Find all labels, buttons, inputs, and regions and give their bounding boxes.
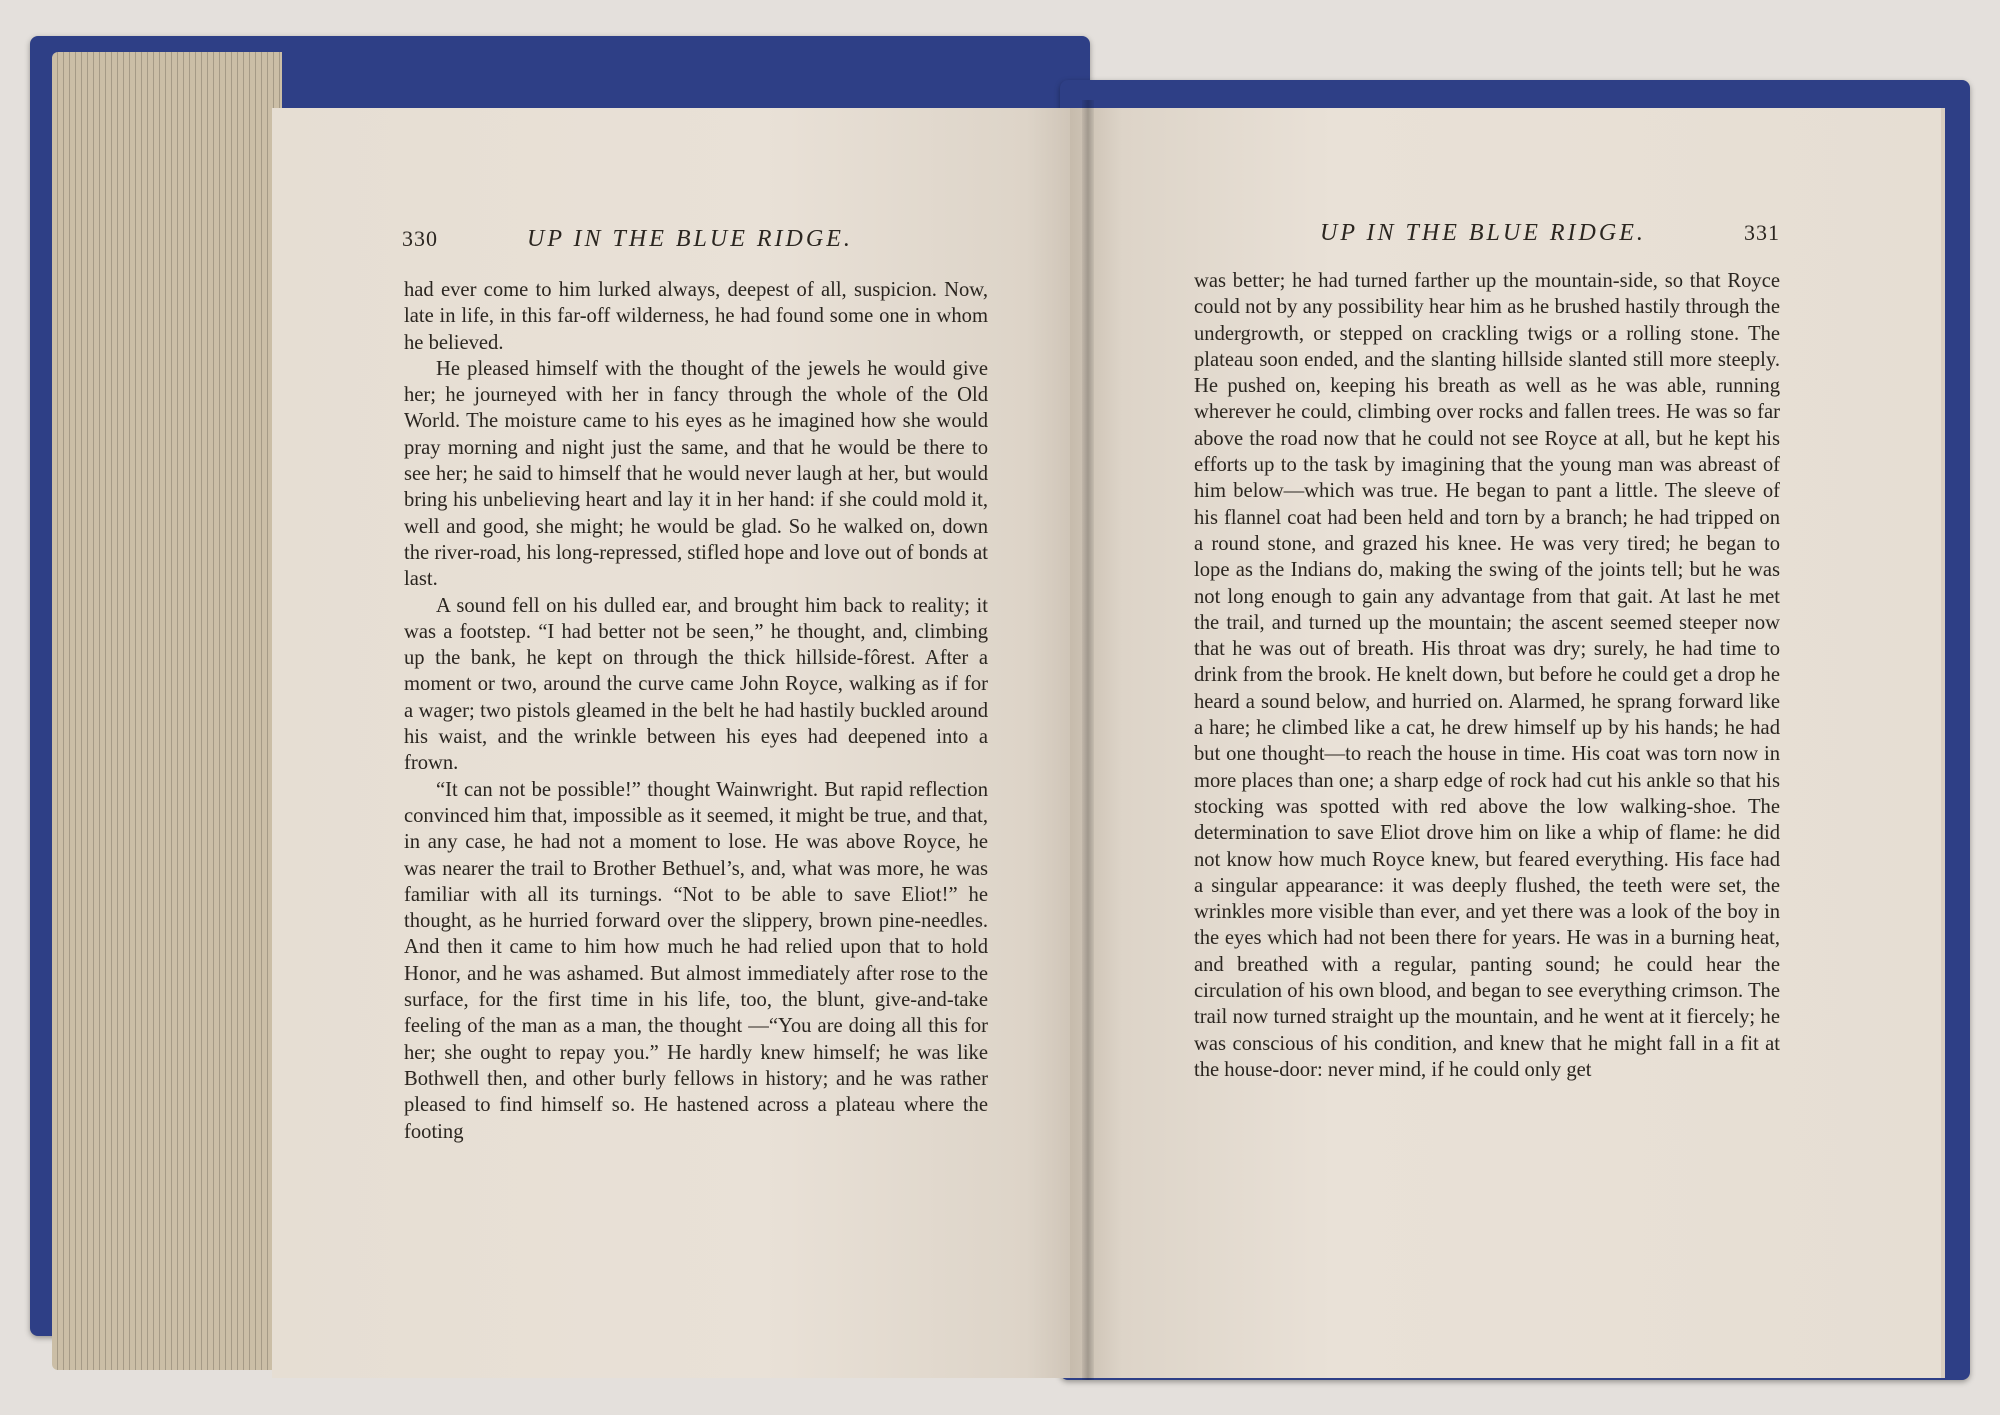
left-paragraph-2: He pleased himself with the thought of the jewels he would give her; he journeyed with her in fancy through the whole of the Old World. The moisture came to his eyes as he imagined how she would pray morning and night just the same, and that he would be there to see her; he said to himself that he would never laugh at her, but would bring his unbelieving heart and lay it in her hand: if she could mold it, well and good, she might; he would be glad. So he walked on, down the river-road, his long-repressed, stifled hope and love out of bonds at last. — [404, 357, 988, 591]
left-running-head: UP IN THE BLUE RIDGE. — [527, 226, 853, 252]
left-page-header — [402, 226, 982, 256]
right-page-number: 331 — [1744, 220, 1780, 245]
right-paragraph-1: was better; he had turned farther up the mountain-side, so that Royce could not by any possibility hear him as he brushed hastily through the undergrowth, or stepped on crackling twigs or a rolling stone. The plateau soon ended, and the slanting hillside slanted still more steeply. He pushed on, keeping his breath as well as he was able, running wherever he could, climbing over rocks and fallen trees. He was so far above the road now that he could not see Royce at all, but he kept his efforts up to the task by imagining that the young man was abreast of him below—which was true. He began to pant a little. The sleeve of his flannel coat had been held and torn by a branch; he had tripped on a round stone, and grazed his knee. He was very tired; he began to lope as the Indians do, making the swing of the joints tell; but he was not long enough to gain any advantage from that gait. At last he met the trail, and turned up the mountain; the ascent seemed steeper now that he was out of breath. His throat was dry; surely, he had time to drink from the brook. He knelt down, but before he could get a drop he heard a sound below, and hurried on. Alarmed, he sprang forward like a hare; he climbed like a cat, he drew himself up by his hands; he had but one thought—to reach the house in time. His coat was torn now in more places than one; a sharp edge of rock had cut his ankle so that his stocking was spotted with red above the low walking-shoe. The determination to save Eliot drove him on like a whip of flame: he did not know how much Royce knew, but feared everything. His face had a singular appearance: it was deeply flushed, the teeth were set, the wrinkles more visible than ever, and yet there was a look of the boy in the eyes which had not been there for years. He was in a burning heat, and breathed with a regular, panting sound; he could hear the circulation of his own blood, and began to see everything crimson. The trail now turned straight up the mountain, and he went at it fiercely; he was conscious of his condition, and knew that he might fall in a fit at the house-door: never mind, if he could only get — [1194, 270, 1780, 1081]
book-gutter — [1082, 100, 1094, 1380]
page-edges — [52, 52, 282, 1370]
left-paragraph-1: had ever come to him lurked always, deepest of all, suspicion. Now, late in life, in this far-off wilderness, he had found some one in whom he believed. — [404, 279, 988, 354]
left-paragraph-4: “It can not be possible!” thought Wainwright. But rapid reflection convinced him that, impossible as it seemed, it might be true, and that, in any case, he had not a moment to lose. He was above Royce, he was nearer the trail to Brother Bethuel’s, and, what was more, he was familiar with all its turnings. “Not to be able to save Eliot!” he thought, as he hurried forward over the slippery, brown pine-needles. And then it came to him how much he had relied upon that to hold Honor, and he was ashamed. But almost immediately after rose to the surface, for the first time in his life, too, the blunt, give-and-take feeling of the man as a man, the thought —“You are doing all this for her; she ought to repay you.” He hardly knew himself; he was like Bothwell then, and other burly fellows in history; and he was rather pleased to find himself so. He hastened across a plateau where the footing — [404, 778, 988, 1143]
left-page-body — [404, 277, 988, 1145]
right-running-head: UP IN THE BLUE RIDGE. — [1320, 220, 1646, 246]
right-page-header — [1320, 220, 1780, 250]
right-page-body — [1194, 268, 1780, 1083]
left-page-number: 330 — [402, 226, 438, 251]
left-paragraph-3: A sound fell on his dulled ear, and brought him back to reality; it was a footstep. “I had better not be seen,” he thought, and, climbing up the bank, he kept on through the thick hillside-fôrest. After a moment or two, around the curve came John Royce, walking as if for a wager; two pistols gleamed in the belt he had hastily buckled around his waist, and the wrinkle between his eyes had deepened into a frown. — [404, 594, 988, 775]
